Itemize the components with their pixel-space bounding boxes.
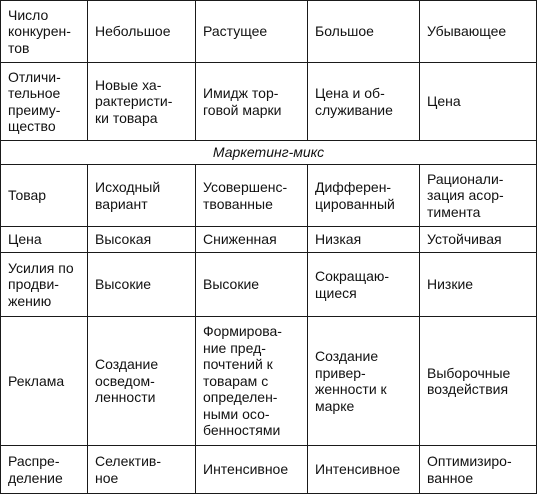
table-row-section — [1, 141, 537, 165]
table-cell: Новые ха- рактеристи- ки товара — [88, 63, 196, 141]
section-heading-marketing-mix: Маркетинг-микс — [1, 141, 537, 165]
row-header-product: Товар — [1, 165, 88, 227]
table-row-advertising — [1, 317, 537, 446]
table-row-advantage — [1, 63, 537, 141]
table-cell: Растущее — [196, 1, 308, 63]
row-header-advantage: Отличи- тельное преиму- щество — [1, 63, 88, 141]
row-header-competitors: Число конкурен- тов — [1, 1, 88, 63]
table-cell: Интенсивное — [196, 446, 308, 494]
row-header-price: Цена — [1, 227, 88, 253]
table-cell: Селектив- ное — [88, 446, 196, 494]
table-cell: Высокая — [88, 227, 196, 253]
table-cell: Высокие — [196, 253, 308, 317]
table-cell: Низкая — [308, 227, 420, 253]
table-cell: Дифферен- цированный — [308, 165, 420, 227]
row-header-distribution: Распре- деление — [1, 446, 88, 494]
table-cell: Выборочные воздействия — [420, 317, 537, 446]
table-cell: Небольшое — [88, 1, 196, 63]
table-cell: Низкие — [420, 253, 537, 317]
table-cell: Создание осведом- ленности — [88, 317, 196, 446]
table-cell: Устойчивая — [420, 227, 537, 253]
table-row-price — [1, 227, 537, 253]
table-cell: Формирова- ние пред- почтений к товарам с определен- ными осо- бенностями — [196, 317, 308, 446]
row-header-promotion: Усилия по продви- жению — [1, 253, 88, 317]
table-row-competitors — [1, 1, 537, 63]
table-cell: Убывающее — [420, 1, 537, 63]
table-cell: Сниженная — [196, 227, 308, 253]
table-row-promotion — [1, 253, 537, 317]
table-cell: Исходный вариант — [88, 165, 196, 227]
table-cell: Сокращаю- щиеся — [308, 253, 420, 317]
table-row-product — [1, 165, 537, 227]
row-header-advertising: Реклама — [1, 317, 88, 446]
table-row-distribution — [1, 446, 537, 494]
table-cell: Усовершенс- твованные — [196, 165, 308, 227]
table-cell: Высокие — [88, 253, 196, 317]
table-cell: Большое — [308, 1, 420, 63]
table-cell: Рационали- зация асор- тимента — [420, 165, 537, 227]
table-cell: Имидж тор- говой марки — [196, 63, 308, 141]
table-cell: Создание привер- женности к марке — [308, 317, 420, 446]
table-cell: Оптимизиро- ванное — [420, 446, 537, 494]
table-cell: Цена и об- служивание — [308, 63, 420, 141]
table-cell: Интенсивное — [308, 446, 420, 494]
table-cell: Цена — [420, 63, 537, 141]
